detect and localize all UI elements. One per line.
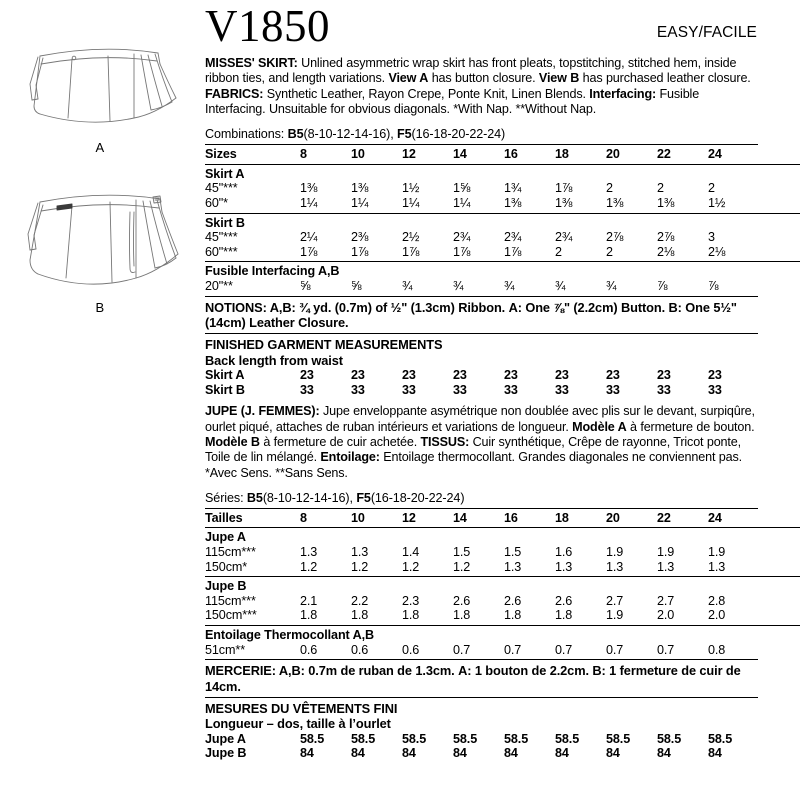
table-cell-spacer (759, 746, 800, 761)
column-header-size: 18 (555, 510, 569, 525)
table-cell: 1⅜ (504, 195, 522, 210)
table-cell: 23 (453, 368, 467, 383)
table-group-row (205, 530, 800, 545)
table-group-title: Entoilage Thermocollant A,B (205, 627, 374, 642)
table-cell: 1⅞ (453, 244, 471, 259)
table-cell-spacer (759, 230, 800, 245)
table-cell: 58.5 (402, 731, 427, 746)
table-cell: 1⅜ (300, 181, 318, 196)
table-cell: 1.9 (708, 545, 726, 560)
table-cell: ⅝ (300, 278, 311, 293)
column-header-size: 22 (657, 147, 671, 162)
table-cell: 2¼ (300, 230, 318, 245)
table-row (205, 545, 800, 560)
content-column (205, 0, 758, 761)
table-cell: 2⅞ (606, 230, 624, 245)
column-header-size: 14 (453, 147, 467, 162)
table-cell: ¾ (504, 278, 515, 293)
table-cell: 1¾ (504, 181, 522, 196)
table-cell: 58.5 (657, 731, 682, 746)
table-cell: 23 (555, 368, 569, 383)
english-finished-title: FINISHED GARMENT MEASUREMENTS (205, 337, 443, 353)
french-finished-title: MESURES DU VÊTEMENTS FINI (205, 700, 398, 716)
table-row (205, 560, 800, 575)
table-cell: 58.5 (708, 731, 733, 746)
table-cell: 1.2 (351, 559, 369, 574)
table-cell-spacer (759, 594, 800, 609)
table-group-row (205, 167, 800, 182)
table-cell: 1.8 (402, 608, 420, 623)
table-cell: ⅝ (351, 278, 362, 293)
column-header-size: 18 (555, 147, 569, 162)
table-cell: 2.8 (708, 593, 726, 608)
table-cell: 84 (300, 746, 314, 761)
table-cell: 0.7 (657, 642, 675, 657)
table-cell: 2 (708, 181, 715, 196)
table-row (205, 732, 800, 747)
english-finished-table (205, 368, 800, 397)
table-row (205, 608, 800, 623)
table-cell-spacer (759, 245, 800, 260)
table-row-label: Skirt B (205, 382, 245, 397)
table-cell: 1⅜ (606, 195, 624, 210)
table-cell: 1.4 (402, 545, 420, 560)
table-row-label: Skirt A (205, 368, 245, 383)
page-title: V1850 (205, 1, 330, 51)
table-cell: 1.9 (657, 545, 675, 560)
header (205, 0, 758, 56)
table-cell: 23 (300, 368, 314, 383)
table-cell: 58.5 (555, 731, 580, 746)
english-combinations: Combinations: B5(8-10-12-14-16), F5(16-18-20-22-24) (205, 127, 506, 142)
table-cell: 33 (402, 382, 416, 397)
table-cell: 2.0 (657, 608, 675, 623)
french-mercerie: MERCERIE: A,B: 0.7m de ruban de 1.3cm. A: 1 bouton de 2.2cm. B: 1 fermeture de cuir de 14cm. (205, 663, 741, 694)
table-row (205, 643, 800, 658)
table-row-label: 115cm*** (205, 593, 256, 608)
french-description: JUPE (J. FEMMES): Jupe enveloppante asymétrique non doublée avec plis sur le devant, surpiqûre, ourlet piqué, attaches de ruban intérieurs et variations de longueur. Modèle A à fermeture de bouton. Modèle B à fermeture de cuir achetée. TISSUS: Cuir synthétique, Crêpe de rayonne, Tricot ponte, Toile de lin mélangé. Entoilage: Entoilage thermocollant. Grandes diagonales ne conviennent pas. *Avec Sens. **Sans Sens. (205, 404, 755, 480)
table-cell: 0.7 (606, 642, 624, 657)
table-cell: 2⅜ (351, 230, 369, 245)
table-cell: 1¼ (300, 195, 318, 210)
table-cell: 1.3 (555, 559, 573, 574)
table-cell: 1.8 (504, 608, 522, 623)
table-cell: 1.3 (657, 559, 675, 574)
table-cell: 2 (555, 244, 562, 259)
difficulty-label: EASY/FACILE (656, 24, 757, 41)
table-group-title: Skirt A (205, 166, 245, 181)
table-cell: 1.2 (402, 559, 420, 574)
table-cell: 2⅛ (657, 244, 675, 259)
table-cell: 23 (657, 368, 671, 383)
table-cell: ⅞ (657, 278, 668, 293)
figure-view-b (0, 188, 200, 315)
column-header-size: 16 (504, 510, 518, 525)
table-cell: 84 (402, 746, 416, 761)
table-group-row (205, 264, 800, 279)
column-header-size: 14 (453, 510, 467, 525)
english-description: MISSES' SKIRT: Unlined asymmetric wrap skirt has front pleats, topstitching, stitched hem, inside ribbon ties, and length variations. View A has button closure. View B has purchased leather closure. FABRICS: Synthetic Leather, Rayon Crepe, Ponte Knit, Linen Blends. Interfacing: Fusible Interfacing. Unsuitable for obvious diagonals. *With Nap. **Without Nap. (205, 56, 751, 116)
column-header-size: 20 (606, 147, 620, 162)
column-header-size: 20 (606, 510, 620, 525)
table-cell: 1.3 (504, 559, 522, 574)
table-cell-spacer (759, 196, 800, 211)
column-header-size: 22 (657, 510, 671, 525)
table-cell: 2½ (402, 230, 420, 245)
table-row-label: Jupe B (205, 746, 247, 761)
table-cell: 0.8 (708, 642, 726, 657)
table-cell: 1½ (708, 195, 726, 210)
table-cell: ¾ (606, 278, 617, 293)
table-row-label: 51cm** (205, 642, 245, 657)
figure-label-a: A (95, 140, 105, 155)
table-row-label: 150cm* (205, 559, 248, 574)
table-cell-spacer (759, 732, 800, 747)
table-row-label: 45"*** (205, 230, 238, 245)
table-cell: 2.3 (402, 593, 420, 608)
table-cell: ⅞ (708, 278, 719, 293)
column-header-size: 12 (402, 147, 416, 162)
table-cell: 84 (453, 746, 467, 761)
table-cell-spacer (759, 181, 800, 196)
table-cell: 1.8 (555, 608, 573, 623)
table-row (205, 245, 800, 260)
table-cell: 1¼ (402, 195, 420, 210)
table-cell: 2¾ (453, 230, 471, 245)
english-notions: NOTIONS: A,B: ¾ yd. (0.7m) of ½" (1.3cm) Ribbon. A: One ⅞" (2.2cm) Button. B: One 5½" (14cm) Leather Closure. (205, 299, 737, 330)
table-cell: 33 (351, 382, 365, 397)
table-cell: 1.2 (300, 559, 318, 574)
table-cell: 2.6 (555, 593, 573, 608)
table-row (205, 181, 800, 196)
table-group-title: Jupe A (205, 530, 246, 545)
table-cell: 0.7 (555, 642, 573, 657)
table-row-label: 60"* (205, 195, 228, 210)
table-cell-spacer (759, 608, 800, 623)
figure-label-b: B (95, 300, 105, 315)
table-header-row (205, 511, 800, 526)
table-cell: 0.6 (402, 642, 420, 657)
table-row-label: 150cm*** (205, 608, 257, 623)
table-cell: 2 (657, 181, 664, 196)
table-cell: ¾ (402, 278, 413, 293)
table-cell: 1.3 (708, 559, 726, 574)
table-row-label: Jupe A (205, 731, 246, 746)
table-cell: 84 (504, 746, 518, 761)
table-cell: 2.6 (453, 593, 471, 608)
table-cell: 0.6 (351, 642, 369, 657)
table-cell: 2.1 (300, 593, 318, 608)
column-header-label: Sizes (205, 147, 237, 162)
table-group-title: Jupe B (205, 579, 247, 594)
table-cell-spacer (759, 560, 800, 575)
table-cell: 2¾ (555, 230, 573, 245)
french-size-table (205, 511, 800, 657)
table-cell-spacer (759, 511, 800, 526)
table-cell: 0.6 (300, 642, 318, 657)
table-cell: 58.5 (300, 731, 325, 746)
table-cell: 58.5 (351, 731, 376, 746)
table-cell: 84 (708, 746, 722, 761)
french-series: Séries: B5(8-10-12-14-16), F5(16-18-20-22-24) (205, 490, 465, 505)
table-cell: 1.6 (555, 545, 573, 560)
table-cell: 1⅞ (300, 244, 318, 259)
table-cell: 1½ (402, 181, 420, 196)
skirt-view-a-drawing (10, 42, 190, 138)
table-cell: 23 (606, 368, 620, 383)
table-cell: 1⅜ (657, 195, 675, 210)
table-cell: 1⅝ (453, 181, 471, 196)
table-cell: 33 (504, 382, 518, 397)
table-row (205, 279, 800, 294)
table-cell: 33 (708, 382, 722, 397)
table-cell: 1.3 (300, 545, 318, 560)
table-cell: 1.3 (351, 545, 369, 560)
english-size-table (205, 147, 800, 293)
table-cell-spacer (759, 147, 800, 162)
french-finished-table-body (205, 732, 800, 761)
table-group-title: Skirt B (205, 215, 245, 230)
table-cell: 1.5 (453, 545, 471, 560)
table-cell: 2.7 (606, 593, 624, 608)
table-cell: 33 (300, 382, 314, 397)
french-size-table-body (205, 511, 800, 657)
table-cell: 2⅛ (708, 244, 726, 259)
column-header-size: 8 (300, 510, 307, 525)
table-row (205, 196, 800, 211)
table-cell: 1.5 (504, 545, 522, 560)
table-cell: 1.9 (606, 545, 624, 560)
english-finished-subtitle: Back length from waist (205, 352, 343, 368)
table-row-label: 20"** (205, 278, 233, 293)
table-group-row (205, 579, 800, 594)
table-cell: 2.6 (504, 593, 522, 608)
table-cell: 0.7 (453, 642, 471, 657)
table-row-label: 60"*** (205, 244, 238, 259)
table-row (205, 594, 800, 609)
table-row (205, 230, 800, 245)
table-cell: 1.8 (453, 608, 471, 623)
table-cell: 2.2 (351, 593, 369, 608)
table-cell: 33 (657, 382, 671, 397)
illustration-column (0, 0, 200, 800)
table-header-row (205, 147, 800, 162)
table-row-label: 115cm*** (205, 545, 256, 560)
table-cell: 1⅞ (504, 244, 522, 259)
french-finished-table (205, 732, 800, 761)
table-row (205, 368, 800, 383)
table-cell-spacer (759, 368, 800, 383)
column-header-size: 24 (708, 147, 722, 162)
skirt-view-b-drawing (10, 188, 190, 298)
table-cell: 1.3 (606, 559, 624, 574)
table-cell: 1.2 (453, 559, 471, 574)
table-cell: 1¼ (351, 195, 369, 210)
table-group-title: Fusible Interfacing A,B (205, 264, 340, 279)
table-cell: 2¾ (504, 230, 522, 245)
table-cell: 84 (555, 746, 569, 761)
table-cell: 2.7 (657, 593, 675, 608)
french-finished-subtitle: Longueur – dos, taille à l’ourlet (205, 716, 391, 732)
column-header-size: 8 (300, 147, 307, 162)
table-row-label: 45"*** (205, 181, 238, 196)
table-cell: 1⅜ (555, 195, 573, 210)
column-header-size: 12 (402, 510, 416, 525)
table-cell: 23 (708, 368, 722, 383)
table-cell: 23 (402, 368, 416, 383)
table-cell-spacer (759, 643, 800, 658)
table-cell: 23 (504, 368, 518, 383)
english-size-table-body (205, 147, 800, 293)
column-header-size: 10 (351, 510, 365, 525)
table-cell: 1⅞ (555, 181, 573, 196)
table-cell: 2⅞ (657, 230, 675, 245)
figure-view-a (0, 42, 200, 155)
table-cell-spacer (759, 383, 800, 398)
table-cell: 2 (606, 244, 613, 259)
table-cell-spacer (759, 545, 800, 560)
english-finished-table-body (205, 368, 800, 397)
table-cell: 1.9 (606, 608, 624, 623)
table-cell: 1⅜ (351, 181, 369, 196)
table-cell: 1.8 (351, 608, 369, 623)
table-cell: 58.5 (504, 731, 529, 746)
table-cell: 33 (453, 382, 467, 397)
table-cell: 2.0 (708, 608, 726, 623)
table-cell: 1.8 (300, 608, 318, 623)
column-header-size: 24 (708, 510, 722, 525)
table-cell: 3 (708, 230, 715, 245)
column-header-size: 16 (504, 147, 518, 162)
table-cell: ¾ (555, 278, 566, 293)
column-header-label: Tailles (205, 510, 243, 525)
table-group-row (205, 628, 800, 643)
table-cell: 58.5 (453, 731, 478, 746)
table-cell: 23 (351, 368, 365, 383)
table-cell: 1⅞ (402, 244, 420, 259)
table-cell: 33 (555, 382, 569, 397)
table-cell: 84 (606, 746, 620, 761)
table-row (205, 746, 800, 761)
table-row (205, 383, 800, 398)
table-cell: 58.5 (606, 731, 631, 746)
table-cell: 84 (351, 746, 365, 761)
table-cell: ¾ (453, 278, 464, 293)
table-cell: 84 (657, 746, 671, 761)
table-cell: 1⅞ (351, 244, 369, 259)
table-cell: 33 (606, 382, 620, 397)
table-cell: 2 (606, 181, 613, 196)
table-group-row (205, 216, 800, 231)
column-header-size: 10 (351, 147, 365, 162)
table-cell: 1¼ (453, 195, 471, 210)
table-cell: 0.7 (504, 642, 522, 657)
table-cell-spacer (759, 279, 800, 294)
